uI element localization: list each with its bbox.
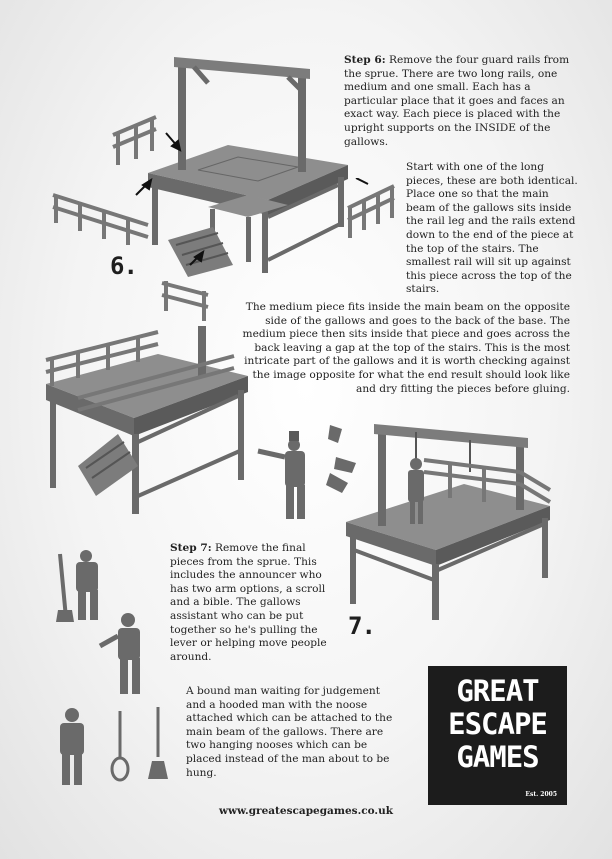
step-6-intro bbox=[344, 54, 580, 149]
gallows-assembled-image bbox=[38, 326, 250, 516]
logo-line-escape: ESCAPE bbox=[448, 707, 547, 741]
step-6-long-pieces: Start with one of the long pieces, these are both identical. Place one so that the main beam of the gallows sits inside the rail leg and the rails extend down to the end of the piece at the top of the stairs. The smallest rail will sit up against this piece across the top of the stairs. bbox=[406, 161, 578, 296]
great-escape-games-logo bbox=[428, 666, 567, 805]
step-7-heading: Step 7: bbox=[170, 542, 212, 554]
guard-rail-right-image bbox=[346, 178, 398, 240]
gallows-exploded-image bbox=[48, 55, 348, 325]
step-6-medium-piece: The medium piece fits inside the main beam on the opposite side of the gallows and goes to the back of the base. The medium piece then sits inside that piece and goes across the back leaving a gap at the top of the stairs. This is the most intricate part of the gallows and it is worth checking against the image opposite for what the end result should look like and dry fitting the pieces before gluing. bbox=[242, 301, 570, 395]
step-7-body: Remove the final pieces from the sprue. This includes the announcer who has two arm options, a scroll and a bible. The gallows assistant who can be put together so he's pulling the lever or helping move people around. bbox=[170, 542, 327, 663]
logo-established: Est. 2005 bbox=[525, 791, 557, 798]
bound-man-and-nooses-image bbox=[52, 705, 176, 787]
step-7-number: 7. bbox=[348, 612, 375, 640]
step-7-text bbox=[170, 542, 340, 664]
step-6-heading: Step 6: bbox=[344, 54, 386, 66]
logo-line-great: GREAT bbox=[456, 674, 539, 708]
bound-man-text: A bound man waiting for judgement and a hooded man with the noose attached which can be attached to the main beam of the gallows. There are two hanging nooses which can be placed instead of the man about to be hung. bbox=[186, 685, 393, 779]
step-6-number: 6. bbox=[110, 252, 137, 280]
step-6-intro-text: Remove the four guard rails from the sprue. There are two long rails, one medium and one small. Each has a particular place that it goes and faces an exact way. Each piece is placed with the upright supports on the INSIDE of the gallows. bbox=[344, 54, 570, 148]
gallows-assistant-lever-image bbox=[96, 610, 162, 700]
logo-line-games: GAMES bbox=[456, 740, 539, 774]
gallows-complete-image bbox=[344, 420, 554, 620]
website-url: www.greatescapegames.co.uk bbox=[218, 805, 393, 817]
